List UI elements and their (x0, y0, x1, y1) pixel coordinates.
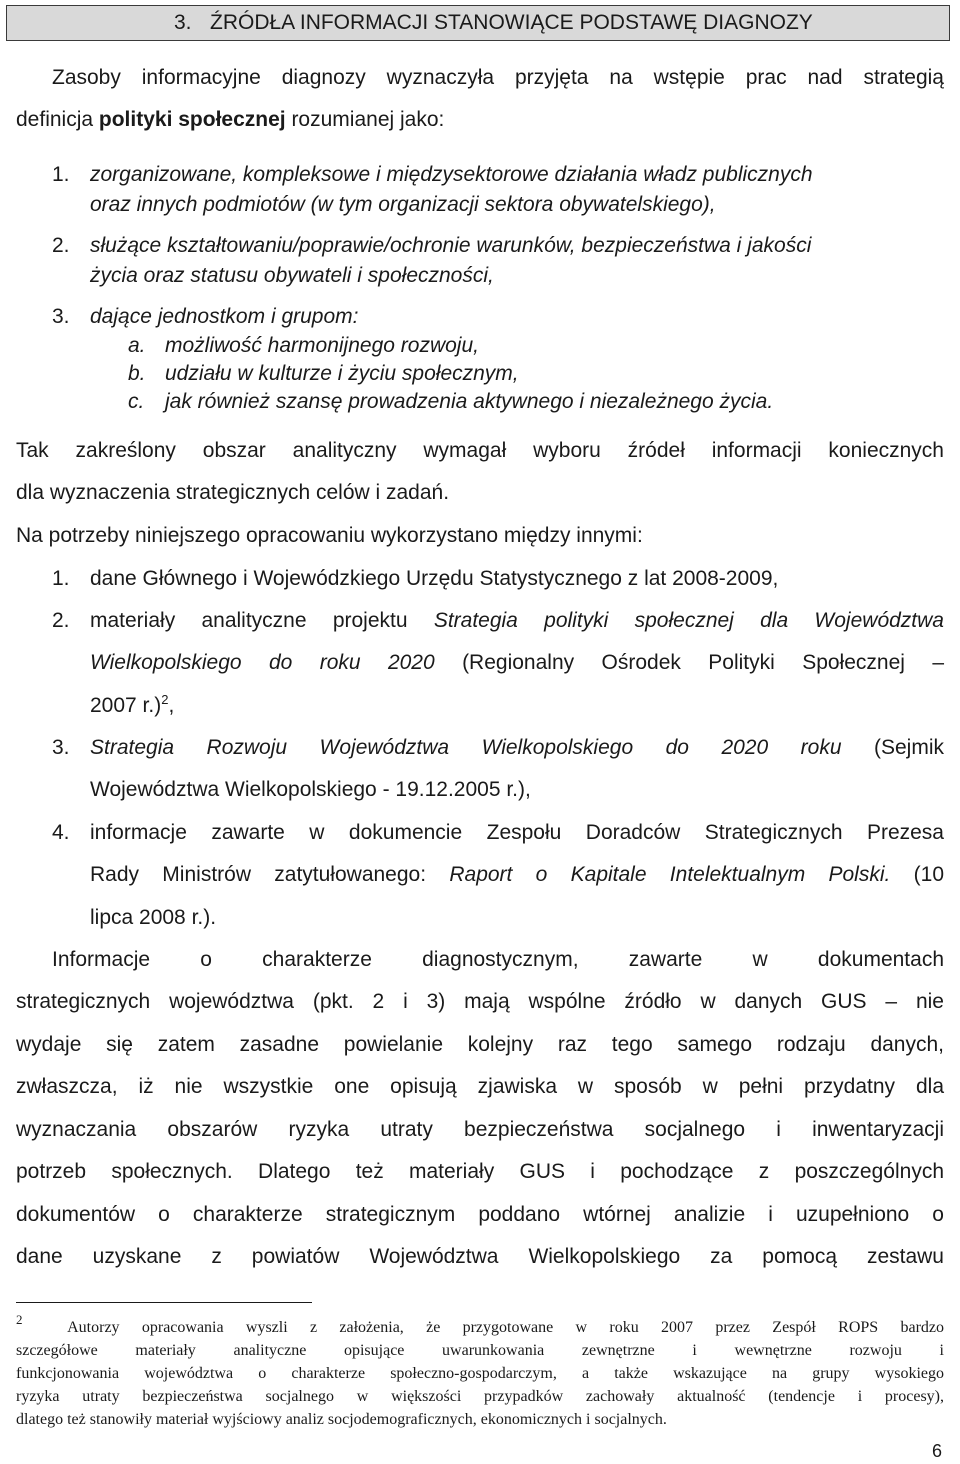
def-num-2: 2. (52, 234, 70, 257)
source-2-end: , (168, 694, 175, 717)
sub-letter-c: c. (128, 390, 145, 413)
source-item-4-line-1: informacje zawarte w dokumencie Zespołu Doradców Strategicznych Prezesa (90, 821, 944, 844)
sub-item-a: możliwość harmonijnego rozwoju, (165, 334, 479, 357)
source-2-title-part-1: Strategia polityki społecznej dla Województwa (433, 609, 944, 632)
def-item-1-line-2: oraz innych podmiotów (w tym organizacji sektora obywatelskiego), (90, 193, 716, 216)
source-2-year: 2007 r.) (90, 694, 162, 717)
source-2-pre: materiały analityczne projektu (90, 609, 434, 632)
paragraph-4-line-2: strategicznych województwa (pkt. 2 i 3) mają wspólne źródło w danych GUS – nie (16, 990, 944, 1013)
footnote-line-1 (16, 1312, 945, 1339)
source-item-2-line-2 (90, 651, 944, 675)
source-3-title: Strategia Rozwoju Województwa Wielkopolskiego do 2020 roku (90, 736, 842, 759)
source-item-3-line-1 (90, 736, 944, 760)
source-num-2: 2. (52, 609, 70, 632)
source-num-4: 4. (52, 821, 70, 844)
sub-letter-a: a. (128, 334, 146, 357)
source-item-4-line-3: lipca 2008 r.). (90, 906, 217, 929)
footnote-line-3: funkcjonowania województwa o charakterze społeczno-gospodarczym, a także wskazujące na grupy wysokiego (16, 1365, 944, 1382)
source-num-3: 3. (52, 736, 70, 759)
source-item-4-line-2 (90, 863, 944, 887)
def-item-1-line-1: zorganizowane, kompleksowe i międzysektorowe działania władz publicznych (90, 163, 813, 186)
sub-item-c: jak również szansę prowadzenia aktywnego i niezależnego życia. (165, 390, 774, 413)
footnote-line-1-text: Autorzy opracowania wyszli z założenia, że przygotowane w roku 2007 przez Zespół ROPS bardzo (67, 1319, 945, 1336)
paragraph-4-line-4: zwłaszcza, iż nie wszystkie one opisują zjawiska w sposób w pełni przydatny dla (16, 1075, 944, 1098)
source-4-title: Raport o Kapitale Intelektualnym Polski. (449, 863, 891, 886)
sub-letter-b: b. (128, 362, 146, 385)
footnote-line-5: dlatego też stanowiły materiał wyjściowy analiz socjodemograficznych, ekonomicznych i socjalnych. (16, 1411, 667, 1428)
source-item-3-line-2: Województwa Wielkopolskiego - 19.12.2005 r.), (90, 778, 531, 801)
section-title: ŹRÓDŁA INFORMACJI STANOWIĄCE PODSTAWĘ DIAGNOZY (210, 11, 813, 34)
intro-bold-term: polityki społecznej (98, 108, 286, 131)
source-item-2-line-3 (90, 694, 174, 718)
def-item-3-line-1: dające jednostkom i grupom: (90, 305, 359, 328)
def-num-3: 3. (52, 305, 70, 328)
paragraph-4-line-5: wyznaczania obszarów ryzyka utraty bezpieczeństwa socjalnego i inwentaryzacji (16, 1118, 944, 1141)
paragraph-2-line-2: dla wyznaczenia strategicznych celów i zadań. (16, 481, 450, 504)
intro-pre: definicja (16, 108, 99, 131)
paragraph-4-line-6: potrzeb społecznych. Dlatego też materiały GUS i pochodzące z poszczególnych (16, 1160, 944, 1183)
source-2-publisher: (Regionalny Ośrodek Polityki Społecznej – (434, 651, 944, 674)
def-num-1: 1. (52, 163, 70, 186)
footnote-line-4: ryzyka utraty bezpieczeństwa socjalnego w większości przypadków zachowały aktualność (tendencje i procesy), (16, 1388, 944, 1405)
section-header (6, 5, 950, 41)
def-item-2-line-2: życia oraz statusu obywateli i społeczności, (90, 264, 494, 287)
source-4-pre: Rady Ministrów zatytułowanego: (90, 863, 450, 886)
page-number: 6 (931, 1441, 942, 1461)
source-3-publisher: (Sejmik (841, 736, 945, 759)
sub-item-b: udziału w kulturze i życiu społecznym, (165, 362, 519, 385)
source-2-title-part-2: Wielkopolskiego do roku 2020 (90, 651, 435, 674)
intro-post: rozumianej jako: (285, 108, 445, 131)
intro-line-1: Zasoby informacyjne diagnozy wyznaczyła przyjęta na wstępie prac nad strategią (52, 66, 944, 89)
def-item-2-line-1: służące kształtowaniu/poprawie/ochronie warunków, bezpieczeństwa i jakości (90, 234, 812, 257)
paragraph-4-line-7: dokumentów o charakterze strategicznym poddano wtórnej analizie i uzupełniono o (16, 1203, 944, 1226)
paragraph-3: Na potrzeby niniejszego opracowaniu wykorzystano między innymi: (16, 524, 643, 547)
source-item-2-line-1 (90, 609, 944, 633)
paragraph-2-line-1: Tak zakreślony obszar analityczny wymagał wyboru źródeł informacji koniecznych (16, 439, 944, 462)
footnote (16, 1312, 945, 1431)
intro-line-2 (16, 108, 444, 132)
footnote-separator (16, 1302, 312, 1303)
footnote-line-2: szczegółowe materiały analityczne opisujące uwarunkowania zewnętrzne i wewnętrzne rozwoju i (16, 1342, 944, 1359)
footnote-ref-2: 2 (161, 692, 169, 707)
footnote-mark: 2 (16, 1312, 23, 1327)
source-4-post: (10 (890, 863, 944, 886)
source-num-1: 1. (52, 567, 70, 590)
paragraph-4-line-8: dane uzyskane z powiatów Województwa Wielkopolskiego za pomocą zestawu (16, 1245, 944, 1268)
paragraph-4-line-1: Informacje o charakterze diagnostycznym, zawarte w dokumentach (52, 948, 944, 971)
section-number: 3. (174, 11, 192, 34)
paragraph-4-line-3: wydaje się zatem zasadne powielanie kolejny raz tego samego rodzaju danych, (16, 1033, 944, 1056)
source-item-1: dane Głównego i Wojewódzkiego Urzędu Statystycznego z lat 2008-2009, (90, 567, 779, 590)
